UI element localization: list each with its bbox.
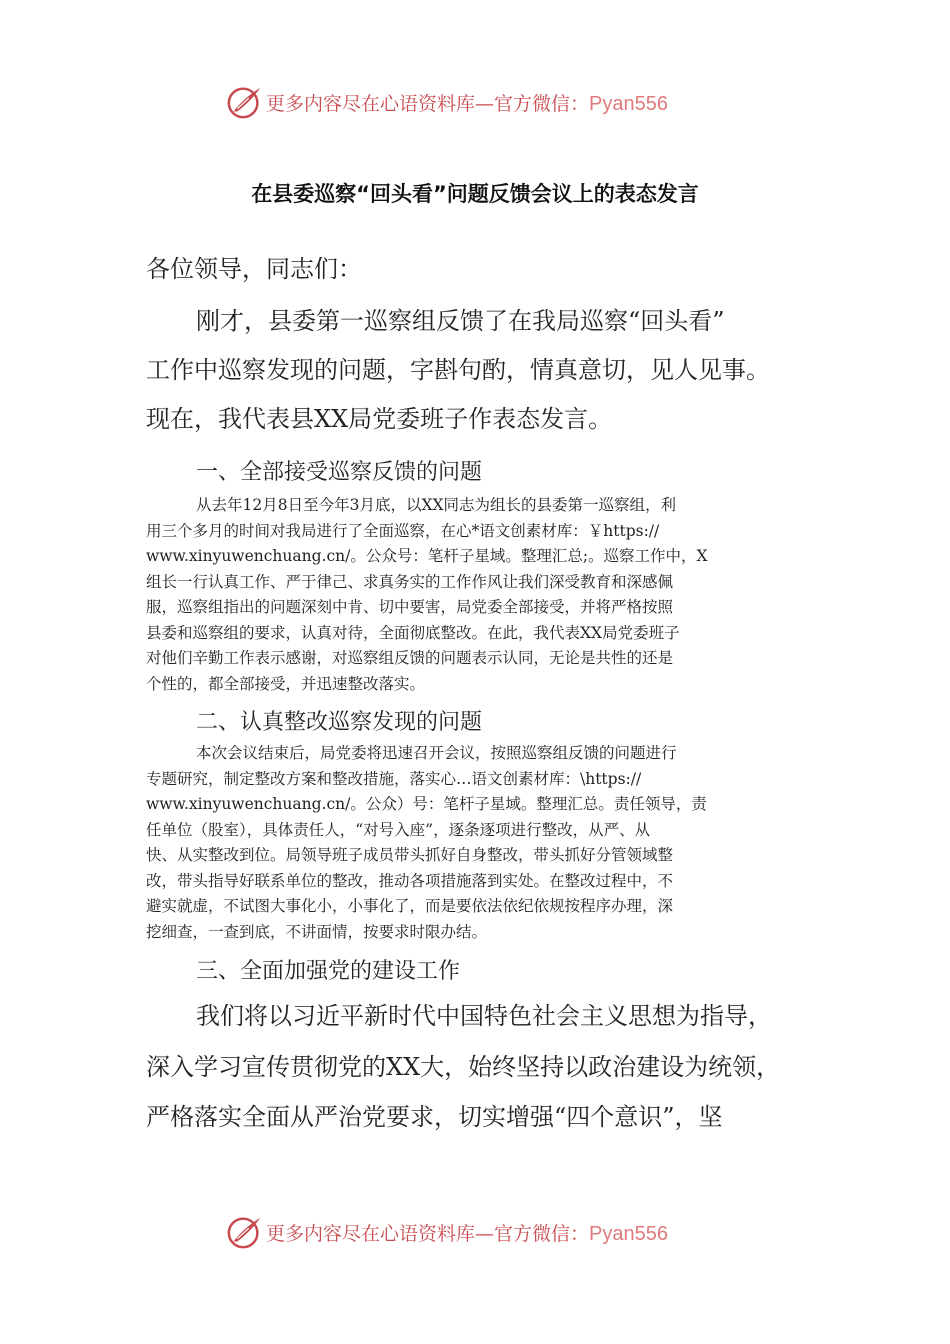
paragraph-line: 我们将以习近平新时代中国特色社会主义思想为指导， (196, 1002, 772, 1030)
paragraph-line: 对他们辛勤工作表示感谢，对巡察组反馈的问题表示认同，无论是共性的还是 (146, 649, 674, 667)
intro-line: 工作中巡察发现的问题，字斟句酌，情真意切，见人见事。 (146, 356, 770, 384)
section-paragraph (146, 493, 806, 697)
paragraph-line: 任单位（股室），具体责任人，“对号入座”，逐条逐项进行整改，从严、从 (146, 820, 651, 839)
paragraph-line: 服，巡察组指出的问题深刻中肯、切中要害，局党委全部接受，并将严格按照 (146, 598, 674, 616)
intro-line: 刚才，县委第一巡察组反馈了在我局巡察“回头看” (196, 307, 725, 335)
paragraph-line: 深入学习宣传贯彻党的XX大，始终坚持以政治建设为统领， (146, 1053, 781, 1081)
section-heading: 一、全部接受巡察反馈的问题 (196, 460, 483, 485)
paragraph-line: 严格落实全面从严治党要求，切实增强“四个意识”，坚 (146, 1103, 723, 1131)
paragraph-line: www.xinyuwenchuang.cn/。公众号：笔杆子星域。整理汇总;。巡察工作中，X (146, 547, 708, 565)
paragraph-line: 快、从实整改到位。局领导班子成员带头抓好自身整改，带头抓好分管领域整 (146, 846, 674, 864)
banner-text: 更多内容尽在心语资料库—官方微信：Pyan556 (266, 1222, 668, 1245)
paragraph-line: 县委和巡察组的要求，认真对待，全面彻底整改。在此，我代表XX局党委班子 (146, 623, 680, 642)
banner-text: 更多内容尽在心语资料库—官方微信：Pyan556 (266, 92, 668, 115)
paragraph-line: www.xinyuwenchuang.cn/。公众）号：笔杆子星域。整理汇总。责任领导，责 (146, 795, 707, 813)
section-paragraph (146, 741, 806, 945)
paragraph-line: 专题研究，制定整改方案和整改措施，落实心…语文创素材库：\https:// (146, 769, 642, 788)
quill-logo-icon (226, 83, 264, 121)
paragraph-line: 个性的，都全部接受，并迅速整改落实。 (146, 674, 426, 693)
footer-watermark-banner (0, 1212, 950, 1252)
paragraph-line: 从去年12月8日至今年3月底，以XX同志为组长的县委第一巡察组，利 (196, 496, 677, 514)
paragraph-line: 避实就虚，不试图大事化小，小事化了，而是要依法依纪依规按程序办理，深 (146, 897, 674, 915)
salutation: 各位领导，同志们： (146, 255, 362, 283)
quill-logo-icon (226, 1213, 264, 1251)
paragraph-line: 挖细查，一查到底，不讲面情，按要求时限办结。 (146, 922, 488, 941)
document-title: 在县委巡察“回头看”问题反馈会议上的表态发言 (251, 182, 699, 206)
wechat-id: Pyan556 (589, 92, 668, 115)
intro-line: 现在，我代表县XX局党委班子作表态发言。 (146, 405, 613, 433)
paragraph-line: 用三个多月的时间对我局进行了全面巡察，在心*语文创素材库：￥https:// (146, 521, 660, 540)
paragraph-line: 组长一行认真工作、严于律己、求真务实的工作作风让我们深受教育和深感佩 (146, 572, 674, 591)
section-heading: 二、认真整改巡察发现的问题 (196, 710, 483, 735)
paragraph-line: 本次会议结束后，局党委将迅速召开会议，按照巡察组反馈的问题进行 (196, 744, 677, 762)
wechat-id: Pyan556 (589, 1222, 668, 1245)
paragraph-line: 改，带头指导好联系单位的整改，推动各项措施落到实处。在整改过程中，不 (146, 871, 674, 890)
header-watermark-banner (0, 82, 950, 122)
section-heading: 三、全面加强党的建设工作 (196, 959, 461, 984)
